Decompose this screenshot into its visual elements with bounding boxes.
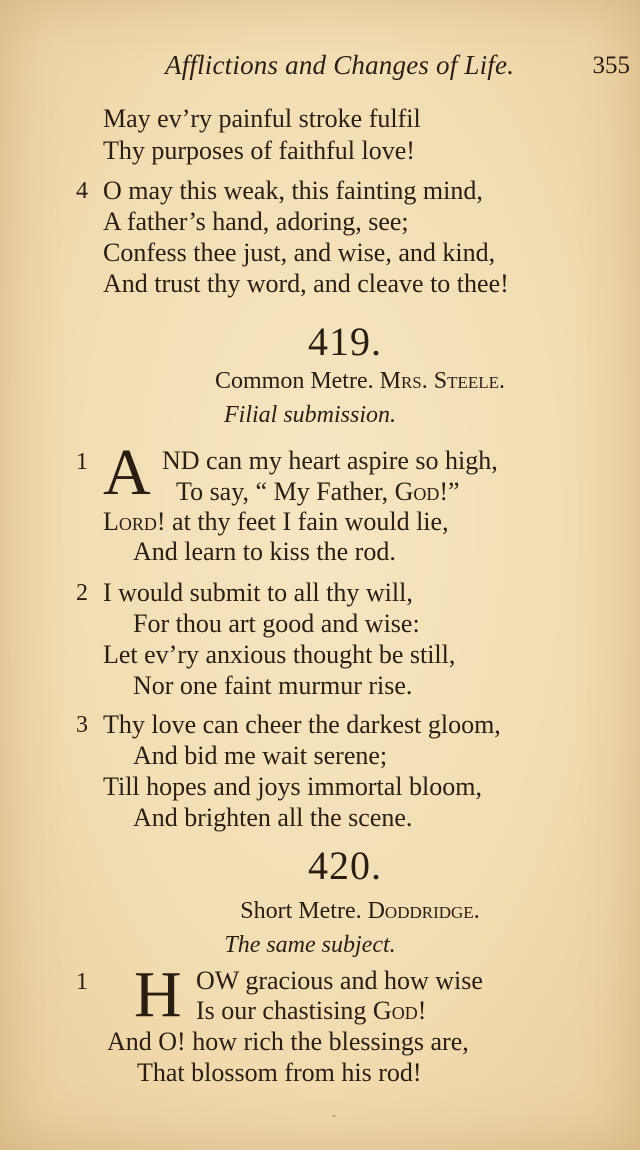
hymn-line: A father’s hand, adoring, see; xyxy=(103,207,409,236)
hymn-line: Till hopes and joys immortal bloom, xyxy=(103,772,482,801)
hymn-subject: The same subject. xyxy=(224,932,396,958)
hymn-meta xyxy=(0,898,640,925)
verse-number: 1 xyxy=(76,969,88,995)
hymn-line: I would submit to all thy will, xyxy=(103,578,413,607)
hymn-subject: Filial submission. xyxy=(223,402,397,428)
hymn-line: Thy love can cheer the darkest gloom, xyxy=(103,710,501,739)
hymn-line: For thou art good and wise: xyxy=(133,609,420,638)
hymn-line: ND can my heart aspire so high, xyxy=(162,446,498,475)
hymn-line: That blossom from his rod! xyxy=(137,1058,422,1087)
hymn-line: To say, “ My Father, God!” xyxy=(176,477,460,506)
hymn-line: Let ev’ry anxious thought be still, xyxy=(103,640,456,669)
hymn-line: And O! how rich the blessings are, xyxy=(107,1027,469,1056)
hymn-line: And trust thy word, and cleave to thee! xyxy=(103,269,509,298)
hymn-line: And bid me wait serene; xyxy=(133,741,388,770)
hymn-number: 419. xyxy=(308,319,382,364)
hymn-line: OW gracious and how wise xyxy=(196,966,483,995)
hymn-line: Thy purposes of faithful love! xyxy=(103,136,415,165)
hymn-line: Nor one faint murmur rise. xyxy=(133,671,413,700)
drop-cap: A xyxy=(103,436,151,509)
hymn-line: Lord! at thy feet I fain would lie, xyxy=(103,507,449,536)
hymn-meta xyxy=(0,368,640,395)
running-title: Afflictions and Changes of Life. xyxy=(165,50,515,80)
verse-number: 3 xyxy=(76,712,88,738)
hymn-line: O may this weak, this fainting mind, xyxy=(103,176,483,205)
verse-number: 1 xyxy=(76,449,88,475)
metre: Common Metre. xyxy=(214,368,374,394)
author: Mrs. Steele. xyxy=(379,368,506,394)
verse-number: 4 xyxy=(76,178,88,204)
hymn-line: And learn to kiss the rod. xyxy=(133,537,396,566)
hymn-line: May ev’ry painful stroke fulfil xyxy=(103,104,421,133)
drop-cap: H xyxy=(134,958,182,1031)
running-head xyxy=(0,50,640,90)
hymn-line: Confess thee just, and wise, and kind, xyxy=(103,238,496,267)
footer-mark: - xyxy=(332,1108,336,1122)
verse-number: 2 xyxy=(76,580,88,606)
hymn-line: Is our chastising God! xyxy=(196,996,427,1025)
page-number: 355 xyxy=(592,52,630,79)
hymn-line: And brighten all the scene. xyxy=(133,803,413,832)
author: Doddridge. xyxy=(367,898,480,924)
hymn-number: 420. xyxy=(308,843,382,888)
metre: Short Metre. xyxy=(240,898,362,924)
